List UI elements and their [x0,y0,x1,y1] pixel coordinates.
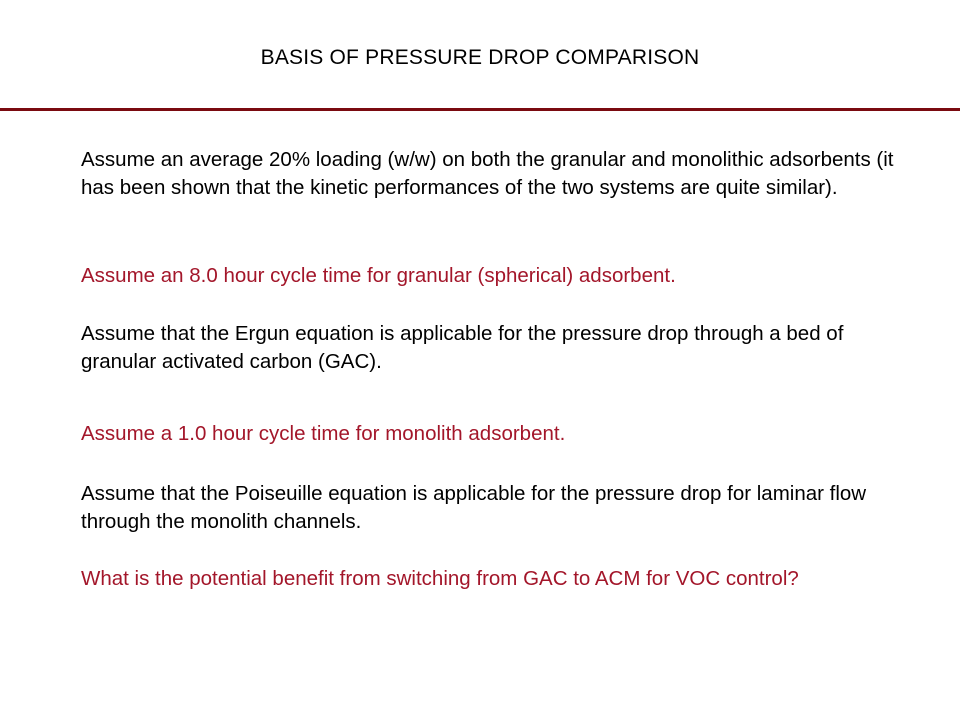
granular-cycle-assumption: Assume an 8.0 hour cycle time for granular (spherical) adsorbent. [81,264,676,287]
loading-assumption: Assume an average 20% loading (w/w) on both the granular and monolithic adsorbents (it has been shown that the kinetic performances of the two systems are quite similar). [81,148,894,199]
benefit-question: What is the potential benefit from switching from GAC to ACM for VOC control? [81,567,799,590]
monolith-cycle-assumption: Assume a 1.0 hour cycle time for monolith adsorbent. [81,422,566,445]
title-divider [0,108,960,111]
poiseuille-equation-assumption: Assume that the Poiseuille equation is applicable for the pressure drop for laminar flow through the monolith channels. [81,482,867,533]
ergun-equation-assumption: Assume that the Ergun equation is applicable for the pressure drop through a bed of granular activated carbon (GAC). [81,322,844,373]
slide-title: BASIS OF PRESSURE DROP COMPARISON [260,46,700,69]
